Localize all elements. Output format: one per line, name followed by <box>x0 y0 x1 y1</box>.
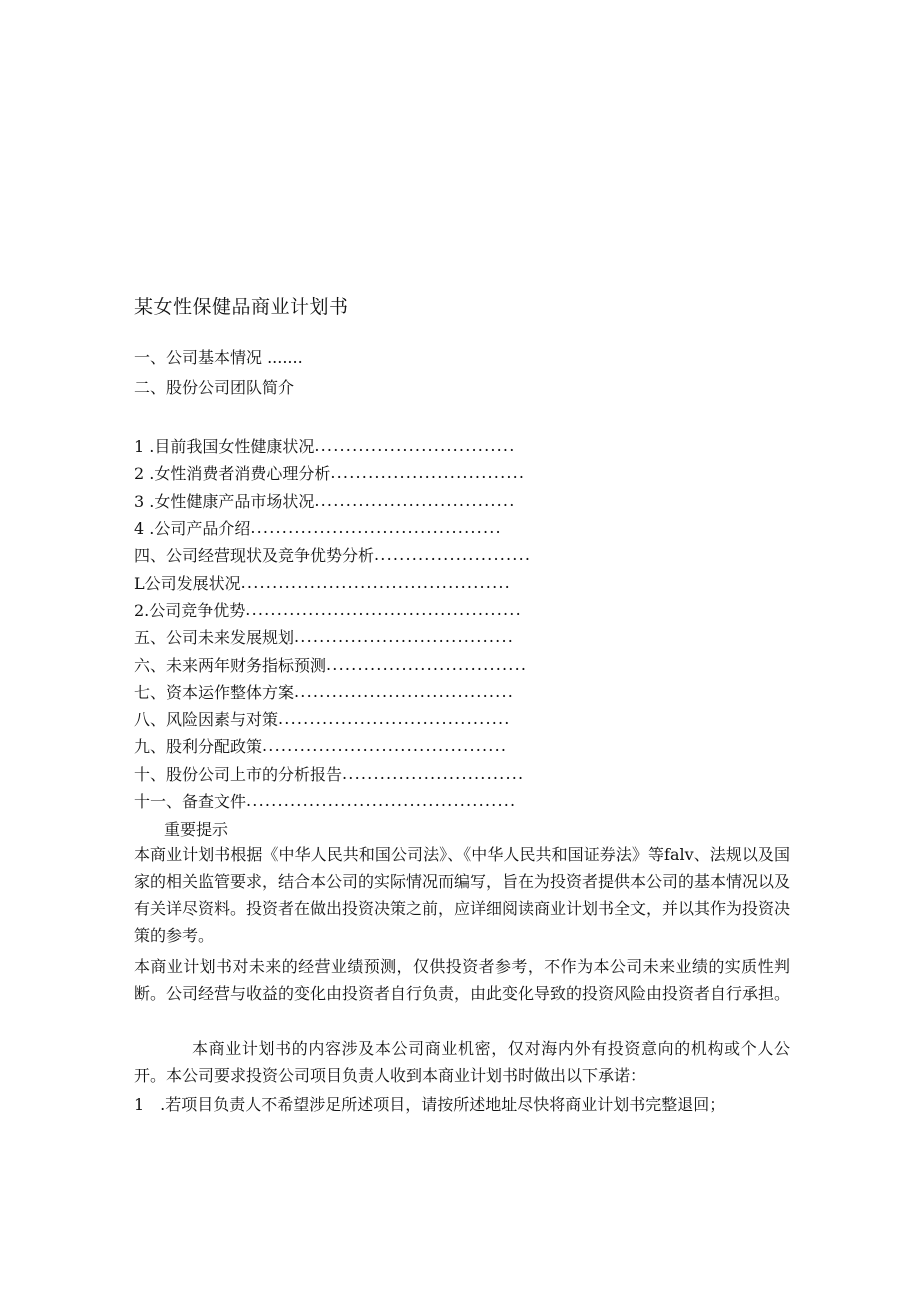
toc-entry-label: 2.公司竞争优势 <box>134 600 246 620</box>
toc-entry-label: 七、资本运作整体方案 <box>134 682 295 702</box>
notice-paragraph-commitment-1: 1 .若项目负责人不希望涉足所述项目，请按所述地址尽快将商业计划书完整退回； <box>134 1095 726 1114</box>
toc-entry <box>134 623 656 650</box>
notice-paragraph-legal-basis: 本商业计划书根据《中华人民共和国公司法》、《中华人民共和国证券法》等falv、法规以及国家的相关监管要求，结合本公司的实际情况而编写，旨在为投资者提供本公司的基本情况以及有关详尽资料。投资者在做出投资决策之前，应详细阅读商业计划书全文，并以其作为投资决策的参考。 <box>134 845 791 945</box>
toc-entry-label: 十一、备查文件 <box>134 792 247 811</box>
notice-paragraph-confidentiality: 本商业计划书的内容涉及本公司商业机密，仅对海内外有投资意向的机构或个人公开。本公司要求投资公司项目负责人收到本商业计划书时做出以下承诺： <box>134 1039 790 1085</box>
section-team-intro: 二、股份公司团队简介 <box>134 378 295 397</box>
toc-entry <box>134 650 656 677</box>
toc-leader-dots: ..................................... <box>278 709 511 729</box>
toc-entry <box>134 487 656 514</box>
toc-entry-label: 四、公司经营现状及竞争优势分析 <box>134 546 375 566</box>
notice-paragraph-forecast: 本商业计划书对未来的经营业绩预测，仅供投资者参考，不作为本公司未来业绩的实质性判断。公司经营与收益的变化由投资者自行负责，由此变化导致的投资风险由投资者自行承担。 <box>134 957 791 1003</box>
toc-entry-label: 2 .女性消费者消费心理分析 <box>134 464 331 484</box>
toc-entry <box>134 568 656 595</box>
toc-entry <box>134 514 656 541</box>
toc-entry-label: 八、风险因素与对策 <box>134 710 279 730</box>
toc-entry-label: L公司发展状况 <box>134 573 241 593</box>
toc-entry-label: 1 .目前我国女性健康状况 <box>134 437 315 457</box>
toc-entry <box>134 705 656 732</box>
toc-leader-dots: ........................................... <box>240 572 511 592</box>
toc-leader-dots: ........................................... <box>246 791 517 810</box>
toc-entry <box>134 541 656 568</box>
toc-entry <box>134 787 656 814</box>
toc-entry-label: 十、股份公司上市的分析报告 <box>134 764 343 784</box>
toc-leader-dots: ............................................ <box>245 599 522 619</box>
toc-entry <box>134 678 656 705</box>
toc-entry-label: 九、股利分配政策 <box>134 737 263 757</box>
toc-leader-dots: ......................... <box>374 545 532 565</box>
toc-leader-dots: ................................ <box>326 654 528 674</box>
document-title: 某女性保健品商业计划书 <box>134 296 349 318</box>
toc-entry <box>134 459 656 486</box>
toc-entry-label: 五、公司未来发展规划 <box>134 628 295 648</box>
toc-entry-label: 3 .女性健康产品市场状况 <box>134 491 315 511</box>
toc-leader-dots: ............................. <box>342 763 525 783</box>
table-of-contents <box>134 432 656 814</box>
notice-heading: 重要提示 <box>164 820 229 839</box>
toc-entry <box>134 732 656 759</box>
toc-leader-dots: ................................... <box>294 681 515 701</box>
toc-entry <box>134 760 656 787</box>
toc-leader-dots: ................................ <box>314 490 516 510</box>
toc-entry-label: 4 .公司产品介绍 <box>134 519 251 539</box>
toc-entry <box>134 432 656 459</box>
toc-leader-dots: ................................ <box>314 436 516 456</box>
toc-leader-dots: ....................................... <box>262 736 508 756</box>
toc-entry <box>134 596 656 623</box>
toc-leader-dots: ................................... <box>294 627 515 647</box>
toc-leader-dots: ........................................ <box>250 518 502 538</box>
toc-entry-label: 六、未来两年财务指标预测 <box>134 655 327 675</box>
section-company-basics: 一、公司基本情况 ....... <box>134 348 303 367</box>
toc-leader-dots: ............................... <box>330 463 526 483</box>
